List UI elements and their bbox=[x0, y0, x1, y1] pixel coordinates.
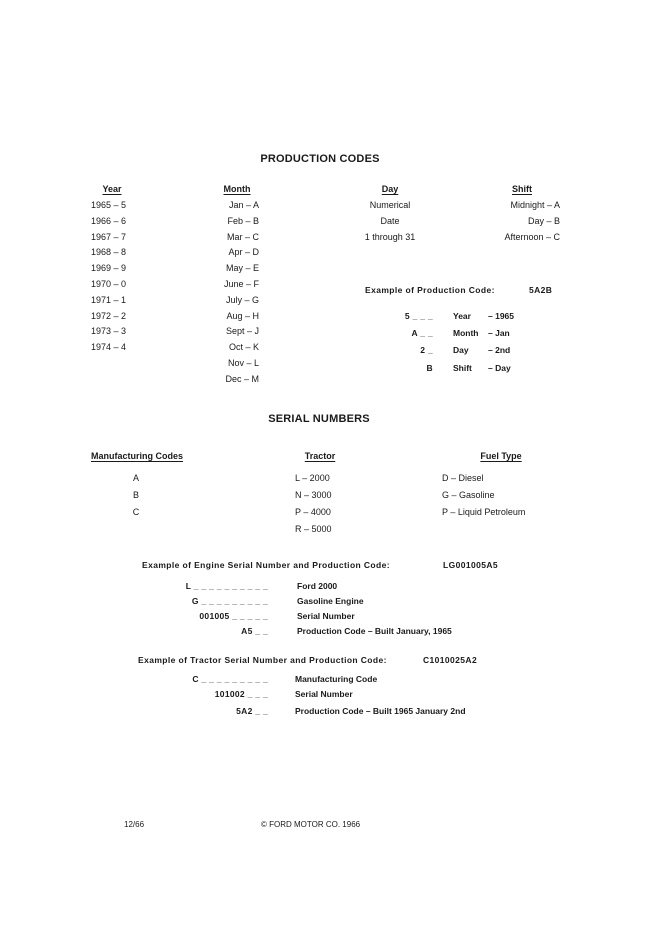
production-example-field: Month bbox=[453, 328, 479, 338]
tractor-code-item: L – 2000 bbox=[295, 473, 330, 483]
production-example-label: Example of Production Code: bbox=[365, 285, 495, 295]
serial-example-description: Serial Number bbox=[297, 611, 355, 621]
tractor-code-item: P – 4000 bbox=[295, 507, 331, 517]
production-example-code-part: B bbox=[426, 363, 433, 373]
month-code-item: Aug – H bbox=[226, 310, 259, 321]
serial-example-code-part: A5 _ _ bbox=[241, 626, 268, 636]
production-example-code: 5A2B bbox=[529, 285, 553, 295]
footer-copyright: © FORD MOTOR CO. 1966 bbox=[261, 820, 361, 829]
serial-example-description: Gasoline Engine bbox=[297, 596, 364, 606]
serial-example-description: Production Code – Built January, 1965 bbox=[297, 626, 452, 636]
fuel-type-item: G – Gasoline bbox=[442, 490, 495, 500]
month-code-item: Dec – M bbox=[225, 373, 259, 384]
shift-header: Shift bbox=[512, 184, 532, 194]
fuel-type-header: Fuel Type bbox=[480, 451, 522, 461]
year-code-item: 1967 – 7 bbox=[91, 231, 127, 242]
production-example-value: – 2nd bbox=[488, 345, 511, 355]
month-code-item: May – E bbox=[225, 263, 259, 274]
production-example-value: – Jan bbox=[488, 328, 510, 338]
shift-code-item: Day – B bbox=[527, 215, 560, 226]
year-list bbox=[91, 198, 126, 356]
year-code-item: 1972 – 2 bbox=[91, 310, 127, 321]
engine-example-label: Example of Engine Serial Number and Production Code: bbox=[142, 560, 390, 570]
production-example-field: Shift bbox=[453, 363, 472, 373]
serial-numbers-title: SERIAL NUMBERS bbox=[268, 413, 370, 425]
year-code-item: 1966 – 6 bbox=[91, 215, 127, 226]
month-code-item: Jan – A bbox=[228, 200, 259, 210]
month-list bbox=[224, 198, 259, 388]
serial-example-description: Production Code – Built 1965 January 2nd bbox=[295, 706, 466, 716]
serial-example-description: Serial Number bbox=[295, 689, 353, 699]
month-code-item: June – F bbox=[223, 278, 259, 289]
production-example-value: – 1965 bbox=[488, 311, 514, 321]
shift-code-item: Midnight – A bbox=[510, 200, 560, 210]
serial-example-description: Ford 2000 bbox=[297, 581, 338, 591]
manufacturing-codes-list bbox=[133, 470, 140, 521]
serial-example-code-part: L _ _ _ _ _ _ _ _ _ _ bbox=[185, 581, 268, 591]
month-code-item: Nov – L bbox=[227, 357, 259, 368]
year-code-item: 1973 – 3 bbox=[91, 326, 127, 337]
serial-example-code-part: 001005 _ _ _ _ _ bbox=[199, 611, 268, 621]
production-example-code-part: 5 _ _ _ bbox=[404, 311, 433, 321]
day-list bbox=[365, 198, 416, 245]
month-code-item: Apr – D bbox=[228, 247, 259, 258]
year-code-item: 1965 – 5 bbox=[91, 200, 127, 210]
year-header: Year bbox=[102, 184, 122, 194]
day-code-item: Date bbox=[380, 215, 400, 226]
day-code-item: 1 through 31 bbox=[364, 231, 416, 242]
year-code-item: 1969 – 9 bbox=[91, 263, 127, 274]
manufacturing-codes-header: Manufacturing Codes bbox=[91, 451, 184, 461]
tractor-code-item: N – 3000 bbox=[295, 490, 332, 500]
tractor-example-label: Example of Tractor Serial Number and Production Code: bbox=[138, 655, 387, 665]
footer-date: 12/66 bbox=[124, 820, 145, 829]
month-code-item: Sept – J bbox=[225, 326, 259, 337]
engine-example-code: LG001005A5 bbox=[443, 560, 499, 570]
day-code-item: Numerical bbox=[369, 200, 411, 210]
shift-code-item: Afternoon – C bbox=[504, 231, 560, 242]
manufacturing-code-item: B bbox=[132, 490, 139, 500]
serial-example-code-part: C _ _ _ _ _ _ _ _ _ bbox=[192, 674, 268, 684]
year-code-item: 1970 – 0 bbox=[91, 278, 127, 289]
day-header: Day bbox=[381, 184, 399, 194]
tractor-example-code: C1010025A2 bbox=[423, 655, 478, 665]
month-header: Month bbox=[223, 184, 251, 194]
tractor-header: Tractor bbox=[304, 451, 336, 461]
fuel-type-list bbox=[442, 470, 525, 521]
production-example-field: Year bbox=[453, 311, 471, 321]
fuel-type-item: P – Liquid Petroleum bbox=[442, 507, 526, 517]
shift-list bbox=[504, 198, 560, 245]
year-code-item: 1971 – 1 bbox=[91, 294, 127, 305]
production-example-value: – Day bbox=[488, 363, 511, 373]
serial-example-description: Manufacturing Code bbox=[295, 674, 378, 684]
production-example-code-part: A _ _ bbox=[411, 328, 433, 338]
year-code-item: 1974 – 4 bbox=[91, 342, 127, 353]
month-code-item: Oct – K bbox=[228, 342, 259, 353]
production-example-field: Day bbox=[453, 345, 469, 355]
fuel-type-item: D – Diesel bbox=[442, 473, 484, 483]
manufacturing-code-item: C bbox=[132, 507, 140, 517]
tractor-list bbox=[295, 470, 332, 538]
manufacturing-code-item: A bbox=[132, 473, 139, 483]
serial-example-code-part: 101002 _ _ _ bbox=[214, 689, 268, 699]
month-code-item: Mar – C bbox=[226, 231, 259, 242]
year-code-item: 1968 – 8 bbox=[91, 247, 127, 258]
tractor-code-item: R – 5000 bbox=[295, 524, 332, 534]
serial-example-code-part: 5A2 _ _ bbox=[236, 706, 268, 716]
production-codes-title: PRODUCTION CODES bbox=[260, 153, 380, 165]
serial-example-code-part: G _ _ _ _ _ _ _ _ _ bbox=[191, 596, 268, 606]
month-code-item: July – G bbox=[225, 294, 259, 305]
month-code-item: Feb – B bbox=[227, 215, 259, 226]
production-example-code-part: 2 _ bbox=[420, 345, 433, 355]
